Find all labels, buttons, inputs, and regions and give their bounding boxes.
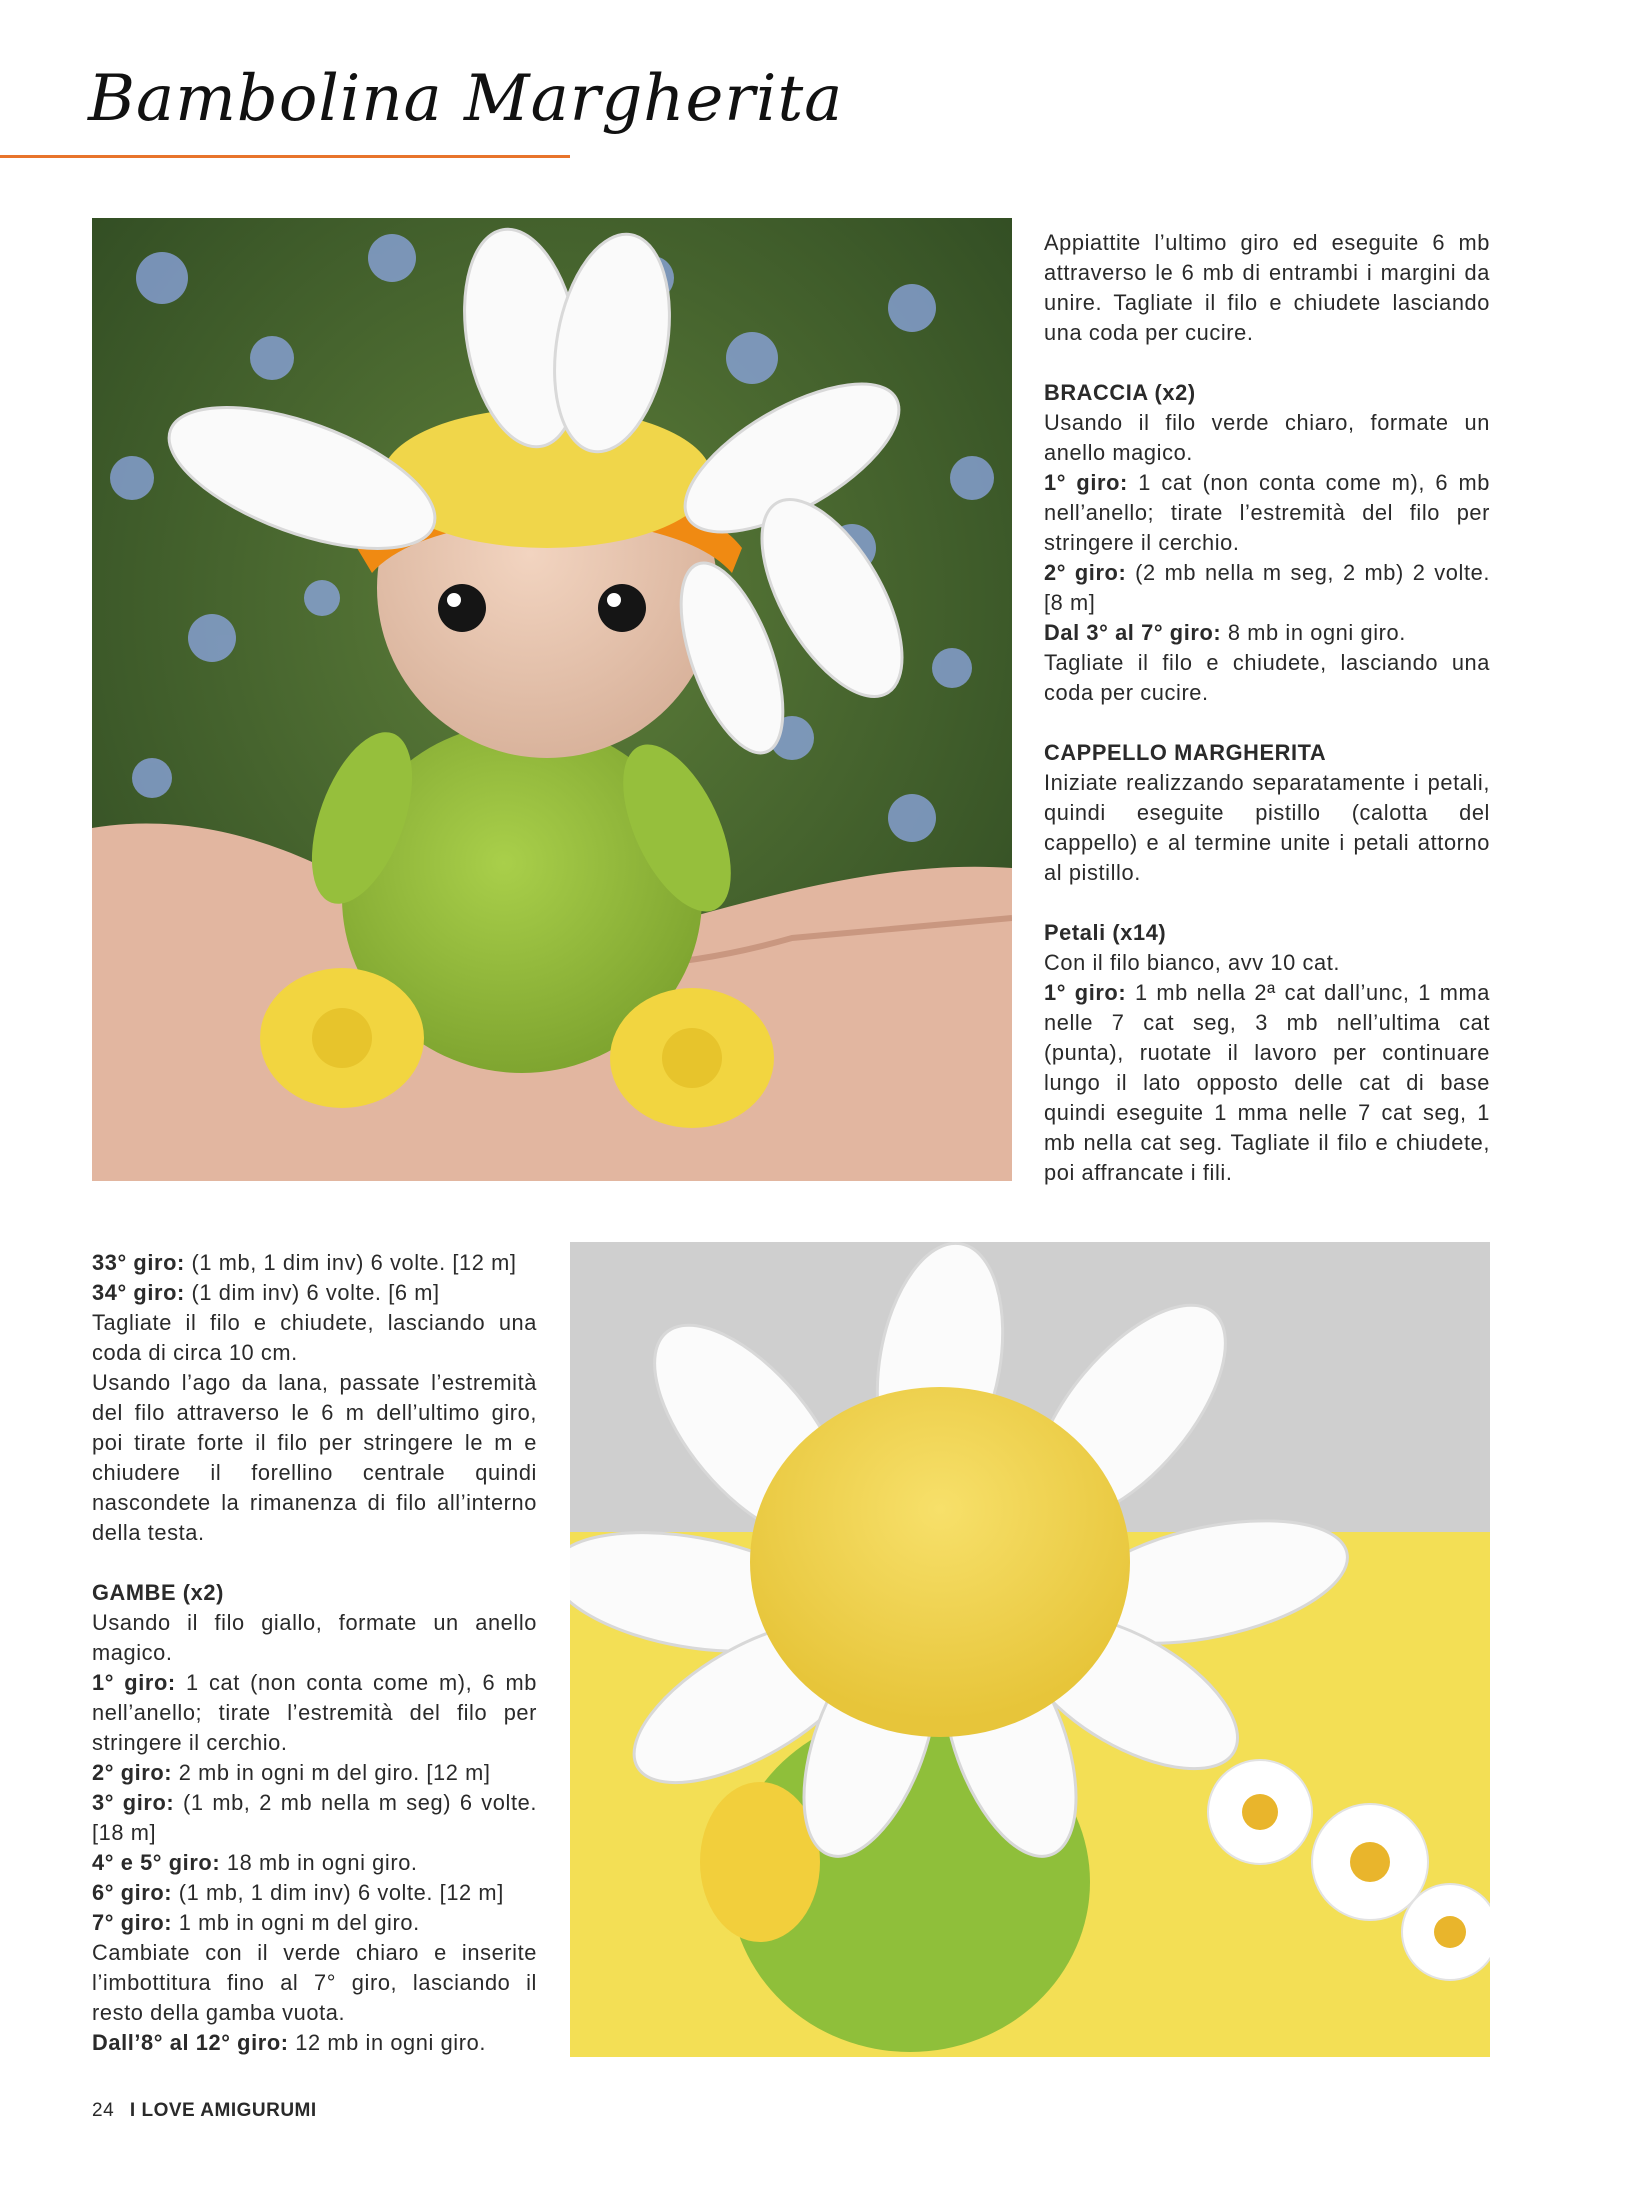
magazine-name: I LOVE AMIGURUMI <box>129 2100 317 2121</box>
instructions-right-column <box>1044 228 1490 1188</box>
round-instruction <box>92 1758 537 1788</box>
section-heading <box>92 1578 537 1608</box>
round-label: 2° giro: <box>92 1760 173 1785</box>
paragraph-gap <box>1044 348 1490 378</box>
section-heading-text: GAMBE (x2) <box>92 1580 224 1605</box>
round-label: 6° giro: <box>92 1880 173 1905</box>
round-label: 34° giro: <box>92 1280 185 1305</box>
round-label: 1° giro: <box>92 1670 176 1695</box>
section-heading-text: BRACCIA (x2) <box>1044 380 1196 405</box>
section-heading-text: Petali (x14) <box>1044 920 1167 945</box>
page-title: Bambolina Margherita <box>88 62 844 136</box>
round-instruction <box>92 1848 537 1878</box>
round-text: 1 cat (non conta come m), 6 mb nell’anello; tirate l’estremità del filo per stringere il cerchio. <box>92 1670 537 1755</box>
section-heading <box>1044 738 1490 768</box>
section-heading <box>1044 378 1490 408</box>
body-paragraph: Usando l’ago da lana, passate l’estremità del filo attraverso le 6 m dell’ultimo giro, poi tirate forte il filo per stringere le m e chiudere il forellino centrale quindi nascondete la rimanenza di filo all’interno della testa. <box>92 1370 537 1545</box>
body-paragraph: Con il filo bianco, avv 10 cat. <box>1044 950 1341 975</box>
round-instruction <box>92 1248 537 1278</box>
round-instruction <box>1044 978 1490 1188</box>
paragraph-gap <box>1044 888 1490 918</box>
round-text: (1 mb, 1 dim inv) 6 volte. [12 m] <box>172 1880 504 1905</box>
round-label: Dal 3° al 7° giro: <box>1044 620 1222 645</box>
round-text: 1 mb in ogni m del giro. <box>172 1910 420 1935</box>
instructions-left-column <box>92 1248 537 2058</box>
section-heading <box>1044 918 1490 948</box>
page-footer <box>92 2100 317 2122</box>
round-label: 3° giro: <box>92 1790 175 1815</box>
round-text: 12 mb in ogni giro. <box>288 2030 486 2055</box>
round-instruction <box>92 2028 537 2058</box>
body-paragraph: Usando il filo verde chiaro, formate un anello magico. <box>1044 410 1490 465</box>
round-instruction <box>92 1668 537 1758</box>
round-text: 1 cat (non conta come m), 6 mb nell’anello; tirate l’estremità del filo per stringere il cerchio. <box>1044 470 1490 555</box>
round-text: 1 mb nella 2ª cat dall’unc, 1 mma nelle 7 cat seg, 3 mb nell’ultima cat (punta), ruotate il lavoro per continuare lungo il lato opposto delle cat di base quindi eseguite 1 mma nelle 7 cat seg, 1 mb nella cat seg. Tagliate il filo e chiudete, poi affrancate i fili. <box>1044 980 1490 1185</box>
body-paragraph: Tagliate il filo e chiudete, lasciando una coda di circa 10 cm. <box>92 1310 537 1365</box>
round-instruction <box>92 1878 537 1908</box>
round-text: (1 mb, 1 dim inv) 6 volte. [12 m] <box>184 1250 517 1275</box>
daisy-hat-back-photo <box>570 1242 1490 2057</box>
round-text: (2 mb nella m seg, 2 mb) 2 volte. [8 m] <box>1044 560 1490 615</box>
round-text: 18 mb in ogni giro. <box>220 1850 418 1875</box>
paragraph-gap <box>1044 708 1490 738</box>
round-label: 7° giro: <box>92 1910 173 1935</box>
round-instruction <box>1044 468 1490 558</box>
round-label: Dall’8° al 12° giro: <box>92 2030 289 2055</box>
body-paragraph: Iniziate realizzando separatamente i petali, quindi eseguite pistillo (calotta del cappello) e al termine unite i petali attorno al pistillo. <box>1044 770 1490 885</box>
title-underline <box>0 155 570 158</box>
section-heading-text: CAPPELLO MARGHERITA <box>1044 740 1327 765</box>
round-label: 33° giro: <box>92 1250 185 1275</box>
round-instruction <box>92 1278 537 1308</box>
body-paragraph: Cambiate con il verde chiaro e inserite l’imbottitura fino al 7° giro, lasciando il resto della gamba vuota. <box>92 1940 537 2025</box>
round-label: 1° giro: <box>1044 980 1127 1005</box>
round-label: 2° giro: <box>1044 560 1127 585</box>
body-paragraph: Usando il filo giallo, formate un anello magico. <box>92 1610 537 1665</box>
body-paragraph: Tagliate il filo e chiudete, lasciando una coda per cucire. <box>1044 650 1490 705</box>
round-instruction <box>92 1908 537 1938</box>
doll-in-hand-photo <box>92 218 1012 1181</box>
round-instruction <box>1044 618 1490 648</box>
page-number: 24 <box>92 2100 115 2121</box>
paragraph-gap <box>92 1548 537 1578</box>
body-paragraph: Appiattite l’ultimo giro ed eseguite 6 mb attraverso le 6 mb di entrambi i margini da unire. Tagliate il filo e chiudete lasciando una coda per cucire. <box>1044 230 1490 345</box>
round-instruction <box>92 1788 537 1848</box>
round-text: (1 mb, 2 mb nella m seg) 6 volte. [18 m] <box>92 1790 537 1845</box>
round-label: 1° giro: <box>1044 470 1128 495</box>
round-text: 2 mb in ogni m del giro. [12 m] <box>172 1760 491 1785</box>
round-label: 4° e 5° giro: <box>92 1850 221 1875</box>
round-instruction <box>1044 558 1490 618</box>
round-text: (1 dim inv) 6 volte. [6 m] <box>184 1280 440 1305</box>
round-text: 8 mb in ogni giro. <box>1221 620 1406 645</box>
